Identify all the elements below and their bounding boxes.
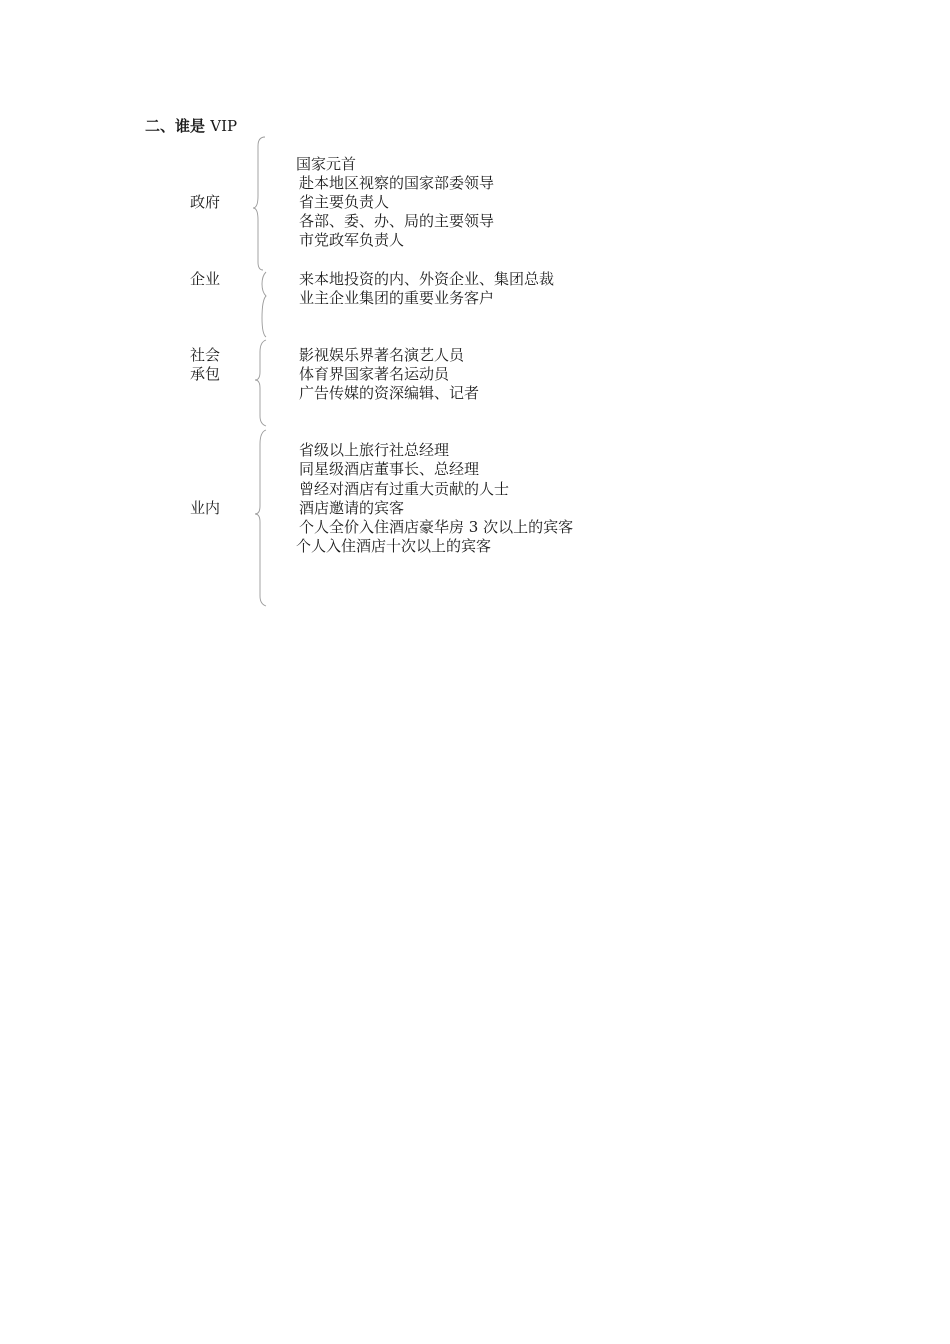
list-item: 酒店邀请的宾客 — [299, 499, 405, 517]
brace-industry — [255, 430, 266, 606]
list-item: 国家元首 — [296, 155, 357, 173]
list-item: 广告传媒的资深编辑、记者 — [299, 384, 480, 402]
list-item: 影视娱乐界著名演艺人员 — [299, 346, 465, 364]
list-item: 曾经对酒店有过重大贡献的人士 — [299, 480, 510, 498]
list-item: 省主要负责人 — [299, 193, 390, 211]
list-item: 个人入住酒店十次以上的宾客 — [296, 537, 492, 555]
section-heading-prefix: 二、谁是 — [145, 117, 206, 135]
list-item: 业主企业集团的重要业务客户 — [299, 289, 495, 307]
list-item: 体育界国家著名运动员 — [299, 365, 450, 383]
category-label-government: 政府 — [190, 193, 221, 211]
section-heading — [145, 116, 237, 136]
list-item: 个人全价入住酒店豪华房 3 次以上的宾客 — [299, 518, 574, 536]
section-heading-latin: VIP — [210, 117, 238, 135]
list-item: 各部、委、办、局的主要领导 — [299, 212, 495, 230]
list-item: 市党政军负责人 — [299, 231, 405, 249]
list-item: 来本地投资的内、外资企业、集团总裁 — [299, 270, 555, 288]
brace-government — [253, 137, 265, 270]
list-item: 省级以上旅行社总经理 — [299, 441, 450, 459]
list-item: 赴本地区视察的国家部委领导 — [299, 174, 495, 192]
brace-enterprise — [262, 272, 266, 337]
category-label-society: 社会 承包 — [190, 346, 221, 383]
category-label-enterprise: 企业 — [190, 270, 221, 288]
brace-society — [255, 340, 266, 426]
list-item: 同星级酒店董事长、总经理 — [299, 460, 480, 478]
category-label-industry: 业内 — [190, 499, 221, 517]
